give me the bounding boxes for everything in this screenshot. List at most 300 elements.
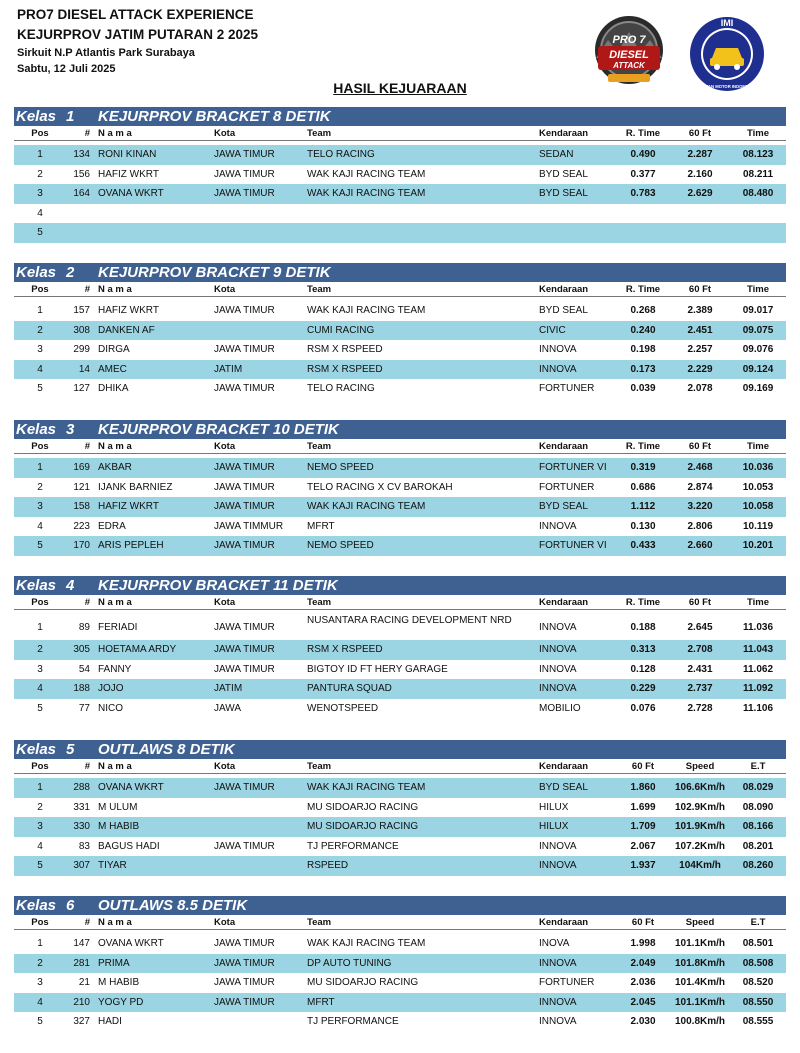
cell-team: RSM X RSPEED: [307, 344, 383, 355]
table-row: [14, 1012, 786, 1032]
cell-kota: JATIM: [214, 363, 243, 375]
cell-no: 170: [73, 540, 90, 551]
cell-team: TELO RACING: [307, 383, 375, 394]
table-row: [14, 679, 786, 699]
column-header: 60 Ft: [631, 761, 655, 772]
column-header: N a m a: [98, 917, 132, 928]
cell-no: 288: [73, 782, 90, 793]
table-row: [14, 798, 786, 818]
cell-c: 08.550: [742, 996, 774, 1008]
cell-c: 09.169: [742, 383, 774, 394]
cell-no: 21: [78, 977, 90, 988]
cell-veh: INNOVA: [539, 1016, 577, 1027]
column-header: R. Time: [625, 597, 661, 608]
cell-name: TIYAR: [98, 860, 127, 871]
cell-name: RONI KINAN: [98, 149, 157, 160]
cell-b: 101.1Km/h: [674, 996, 726, 1008]
table-row: [14, 640, 786, 660]
class-header-title: OUTLAWS 8 DETIK: [98, 741, 235, 758]
table-row: [14, 458, 786, 478]
cell-b: 101.1Km/h: [674, 938, 726, 949]
cell-kota: JAWA TIMUR: [214, 540, 275, 551]
cell-c: 08.480: [742, 188, 774, 199]
column-header: Pos: [31, 284, 49, 295]
cell-team: TELO RACING: [307, 149, 375, 160]
cell-pos: 3: [37, 821, 43, 832]
cell-no: 299: [73, 344, 90, 355]
cell-kota: JAWA TIMUR: [214, 305, 275, 316]
cell-pos: 5: [37, 860, 43, 871]
cell-no: 156: [73, 168, 90, 180]
cell-b: 104Km/h: [679, 860, 721, 871]
cell-name: M HABIB: [98, 977, 140, 988]
cell-a: 2.045: [630, 996, 656, 1008]
cell-pos: 4: [37, 363, 43, 375]
cell-pos: 1: [37, 305, 43, 316]
cell-pos: 2: [37, 168, 43, 180]
column-header: 60 Ft: [688, 597, 712, 608]
class-header-num: 6: [66, 897, 75, 914]
column-header: Time: [746, 284, 769, 295]
cell-c: 10.058: [742, 501, 774, 512]
cell-pos: 5: [37, 540, 43, 551]
cell-b: 2.287: [687, 149, 713, 160]
column-header: Speed: [685, 917, 715, 928]
cell-a: 0.130: [630, 520, 656, 532]
svg-text:ATTACK: ATTACK: [613, 61, 645, 70]
cell-no: 158: [73, 501, 90, 512]
cell-veh: MOBILIO: [539, 702, 581, 714]
cell-pos: 5: [37, 702, 43, 714]
cell-team: RSM X RSPEED: [307, 644, 383, 655]
column-header: Pos: [31, 597, 49, 608]
cell-name: OVANA WKRT: [98, 938, 164, 949]
cell-veh: INOVA: [539, 938, 570, 949]
cell-kota: JAWA: [214, 702, 242, 714]
cell-no: 210: [73, 996, 90, 1008]
cell-team: MU SIDOARJO RACING: [307, 821, 419, 832]
cell-pos: 3: [37, 188, 43, 199]
cell-name: M ULUM: [98, 801, 138, 813]
cell-b: 100.8Km/h: [674, 1016, 726, 1027]
column-header: Team: [307, 597, 332, 608]
cell-team: NUSANTARA RACING DEVELOPMENT NRD: [307, 615, 512, 626]
cell-no: 89: [78, 622, 90, 633]
class-header-num: 2: [66, 264, 75, 281]
cell-pos: 1: [37, 462, 43, 473]
column-header: Kota: [214, 441, 236, 452]
cell-b: 2.078: [687, 383, 713, 394]
cell-no: 331: [73, 801, 90, 813]
cell-a: 0.188: [630, 622, 656, 633]
cell-team: TELO RACING X CV BAROKAH: [307, 481, 453, 493]
column-header: Time: [746, 597, 769, 608]
column-header-row: [14, 282, 786, 297]
cell-a: 0.076: [630, 702, 656, 714]
cell-no: 330: [73, 821, 90, 832]
cell-pos: 2: [37, 801, 43, 813]
svg-text:IKATAN MOTOR INDONESIA: IKATAN MOTOR INDONESIA: [698, 84, 756, 89]
column-header: N a m a: [98, 128, 132, 139]
cell-c: 11.062: [742, 663, 774, 675]
cell-veh: BYD SEAL: [539, 305, 588, 316]
cell-veh: FORTUNER: [539, 977, 595, 988]
table-row: [14, 517, 786, 537]
cell-team: NEMO SPEED: [307, 540, 374, 551]
cell-veh: INNOVA: [539, 363, 577, 375]
cell-no: 327: [73, 1016, 90, 1027]
cell-no: 281: [73, 957, 90, 969]
class-header-title: KEJURPROV BRACKET 8 DETIK: [98, 108, 331, 125]
cell-a: 0.268: [630, 305, 656, 316]
event-title: PRO7 DIESEL ATTACK EXPERIENCE: [17, 7, 254, 22]
table-row: [14, 165, 786, 185]
column-header: Team: [307, 284, 332, 295]
cell-name: NICO: [98, 702, 123, 714]
svg-text:DIESEL: DIESEL: [609, 49, 649, 61]
cell-veh: INNOVA: [539, 683, 577, 694]
column-header: Time: [746, 441, 769, 452]
cell-name: AKBAR: [98, 462, 132, 473]
class-section: [14, 576, 786, 718]
cell-pos: 4: [37, 683, 43, 694]
cell-a: 0.433: [630, 540, 656, 551]
table-row: [14, 699, 786, 719]
column-header: Pos: [31, 917, 49, 928]
cell-a: 0.229: [630, 683, 656, 694]
cell-c: 08.201: [742, 840, 774, 852]
column-header-row: [14, 759, 786, 774]
cell-a: 1.699: [630, 801, 656, 813]
pro7-diesel-attack-logo: [588, 10, 670, 94]
class-header-title: OUTLAWS 8.5 DETIK: [98, 897, 248, 914]
cell-veh: INNOVA: [539, 957, 577, 969]
cell-veh: FORTUNER VI: [539, 540, 607, 551]
cell-c: 09.124: [742, 363, 774, 375]
cell-b: 2.645: [687, 622, 713, 633]
cell-a: 2.067: [630, 840, 656, 852]
cell-a: 1.709: [630, 821, 656, 832]
cell-b: 106.6Km/h: [674, 782, 726, 793]
table-row: [14, 993, 786, 1013]
cell-kota: JATIM: [214, 683, 243, 694]
cell-team: WAK KAJI RACING TEAM: [307, 782, 426, 793]
cell-a: 1.998: [630, 938, 656, 949]
table-row: [14, 954, 786, 974]
svg-text:PRO 7: PRO 7: [612, 34, 646, 46]
cell-c: 11.043: [742, 644, 774, 655]
cell-b: 101.9Km/h: [674, 821, 726, 832]
cell-pos: 3: [37, 501, 43, 512]
column-header: #: [84, 761, 90, 772]
cell-b: 107.2Km/h: [674, 840, 726, 852]
cell-b: 2.229: [687, 363, 713, 375]
cell-no: 77: [78, 702, 90, 714]
svg-text:IMI: IMI: [720, 18, 734, 28]
column-header: Pos: [31, 441, 49, 452]
cell-c: 08.029: [742, 782, 774, 793]
table-row: [14, 360, 786, 380]
cell-name: FERIADI: [98, 622, 138, 633]
cell-c: 08.501: [742, 938, 774, 949]
cell-veh: FORTUNER VI: [539, 462, 607, 473]
cell-b: 2.629: [687, 188, 713, 199]
event-date: Sabtu, 12 Juli 2025: [17, 63, 116, 75]
cell-pos: 4: [37, 840, 43, 852]
cell-pos: 5: [37, 1016, 43, 1027]
table-row: [14, 856, 786, 876]
cell-name: AMEC: [98, 363, 127, 375]
cell-kota: JAWA TIMUR: [214, 840, 275, 852]
column-header: 60 Ft: [688, 128, 712, 139]
cell-pos: 4: [37, 207, 43, 219]
cell-kota: JAWA TIMUR: [214, 622, 275, 633]
cell-veh: BYD SEAL: [539, 501, 588, 512]
table-row: [14, 184, 786, 204]
imi-logo: [688, 14, 766, 94]
table-row: [14, 614, 786, 640]
cell-veh: BYD SEAL: [539, 168, 588, 180]
table-row: [14, 837, 786, 857]
cell-name: HAFIZ WKRT: [98, 168, 159, 180]
table-row: [14, 478, 786, 498]
column-header-row: [14, 439, 786, 454]
class-header-num: 5: [66, 741, 75, 758]
class-section: [14, 107, 786, 243]
column-header: 60 Ft: [688, 441, 712, 452]
cell-c: 11.036: [742, 622, 774, 633]
column-header: Kendaraan: [539, 917, 589, 928]
cell-c: 10.201: [742, 540, 774, 551]
cell-pos: 1: [37, 782, 43, 793]
cell-b: 101.4Km/h: [674, 977, 726, 988]
cell-pos: 5: [37, 227, 43, 238]
cell-name: FANNY: [98, 663, 132, 675]
cell-veh: INNOVA: [539, 622, 577, 633]
table-row: [14, 778, 786, 798]
cell-no: 157: [73, 305, 90, 316]
class-header-label: Kelas: [16, 264, 57, 281]
cell-c: 08.508: [742, 957, 774, 969]
cell-name: HAFIZ WKRT: [98, 305, 159, 316]
column-header: E.T: [750, 917, 766, 928]
cell-veh: BYD SEAL: [539, 188, 588, 199]
column-header: Team: [307, 761, 332, 772]
cell-veh: INNOVA: [539, 996, 577, 1008]
cell-team: MFRT: [307, 996, 335, 1008]
cell-kota: JAWA TIMUR: [214, 383, 275, 394]
cell-name: HAFIZ WKRT: [98, 501, 159, 512]
cell-veh: CIVIC: [539, 324, 566, 336]
cell-b: 3.220: [687, 501, 713, 512]
cell-team: WAK KAJI RACING TEAM: [307, 938, 426, 949]
column-header: N a m a: [98, 761, 132, 772]
cell-veh: SEDAN: [539, 149, 574, 160]
table-row: [14, 536, 786, 556]
cell-name: DANKEN AF: [98, 324, 155, 336]
cell-veh: HILUX: [539, 801, 569, 813]
class-header: [14, 107, 786, 126]
class-section: [14, 420, 786, 556]
column-header: Kota: [214, 128, 236, 139]
cell-team: BIGTOY ID FT HERY GARAGE: [307, 663, 448, 675]
cell-name: PRIMA: [98, 957, 130, 969]
cell-c: 11.092: [742, 683, 774, 694]
column-header: Team: [307, 128, 332, 139]
cell-b: 2.431: [687, 663, 713, 675]
cell-a: 0.313: [630, 644, 656, 655]
table-row: [14, 660, 786, 680]
column-header-row: [14, 126, 786, 141]
column-header: Time: [746, 128, 769, 139]
cell-no: 305: [73, 644, 90, 655]
cell-no: 121: [73, 481, 90, 493]
cell-kota: JAWA TIMUR: [214, 501, 275, 512]
column-header: Kota: [214, 761, 236, 772]
column-header-row: [14, 595, 786, 610]
cell-c: 08.123: [742, 149, 774, 160]
cell-veh: INNOVA: [539, 644, 577, 655]
cell-a: 0.783: [630, 188, 656, 199]
cell-kota: JAWA TIMMUR: [214, 520, 284, 532]
column-header-row: [14, 915, 786, 930]
cell-c: 10.053: [742, 481, 774, 493]
championship-title: KEJURPROV JATIM PUTARAN 2 2025: [17, 27, 259, 42]
cell-veh: INNOVA: [539, 344, 577, 355]
cell-no: 147: [73, 938, 90, 949]
cell-team: WAK KAJI RACING TEAM: [307, 168, 426, 180]
cell-kota: JAWA TIMUR: [214, 938, 275, 949]
cell-kota: JAWA TIMUR: [214, 481, 275, 493]
class-section: [14, 263, 786, 399]
column-header: #: [84, 917, 90, 928]
cell-team: TJ PERFORMANCE: [307, 840, 399, 852]
cell-a: 2.030: [630, 1016, 656, 1027]
cell-c: 08.520: [742, 977, 774, 988]
cell-name: OVANA WKRT: [98, 188, 164, 199]
cell-no: 54: [78, 663, 90, 675]
cell-name: HADI: [98, 1016, 122, 1027]
cell-pos: 2: [37, 644, 43, 655]
cell-team: WAK KAJI RACING TEAM: [307, 305, 426, 316]
cell-veh: INNOVA: [539, 520, 577, 532]
cell-team: MU SIDOARJO RACING: [307, 977, 419, 988]
column-header: #: [84, 128, 90, 139]
cell-no: 307: [73, 860, 90, 871]
cell-a: 0.686: [630, 481, 656, 493]
cell-no: 164: [73, 188, 90, 199]
class-header: [14, 576, 786, 595]
cell-pos: 4: [37, 520, 43, 532]
column-header: Kendaraan: [539, 128, 589, 139]
cell-a: 0.490: [630, 149, 656, 160]
column-header: 60 Ft: [688, 284, 712, 295]
class-header-label: Kelas: [16, 108, 57, 125]
cell-no: 223: [73, 520, 90, 532]
cell-b: 2.389: [687, 305, 713, 316]
cell-name: M HABIB: [98, 821, 140, 832]
cell-kota: JAWA TIMUR: [214, 149, 275, 160]
class-header-num: 4: [66, 577, 75, 594]
column-header: N a m a: [98, 597, 132, 608]
cell-a: 1.937: [630, 860, 656, 871]
cell-b: 101.8Km/h: [674, 957, 726, 969]
cell-no: 127: [73, 383, 90, 394]
cell-no: 83: [78, 840, 90, 852]
column-header: Kota: [214, 597, 236, 608]
cell-veh: FORTUNER: [539, 481, 595, 493]
cell-a: 1.860: [630, 782, 656, 793]
cell-b: 2.160: [687, 168, 713, 180]
cell-c: 10.119: [742, 520, 774, 532]
cell-pos: 2: [37, 481, 43, 493]
cell-team: WAK KAJI RACING TEAM: [307, 188, 426, 199]
table-row: [14, 145, 786, 165]
cell-name: DIRGA: [98, 344, 130, 355]
cell-c: 09.076: [742, 344, 774, 355]
class-header-num: 1: [66, 108, 75, 125]
table-row: [14, 204, 786, 224]
cell-kota: JAWA TIMUR: [214, 168, 275, 180]
class-header-title: KEJURPROV BRACKET 9 DETIK: [98, 264, 331, 281]
cell-b: 2.728: [687, 702, 713, 714]
cell-c: 08.090: [742, 801, 774, 813]
cell-b: 2.874: [687, 481, 713, 493]
cell-kota: JAWA TIMUR: [214, 462, 275, 473]
cell-team: NEMO SPEED: [307, 462, 374, 473]
class-header: [14, 896, 786, 915]
cell-name: IJANK BARNIEZ: [98, 481, 173, 493]
cell-pos: 1: [37, 149, 43, 160]
column-header: Kendaraan: [539, 284, 589, 295]
cell-pos: 1: [37, 938, 43, 949]
column-header: R. Time: [625, 128, 661, 139]
class-header: [14, 740, 786, 759]
column-header: R. Time: [625, 441, 661, 452]
cell-b: 2.737: [687, 683, 713, 694]
cell-c: 08.211: [742, 168, 774, 180]
cell-team: WENOTSPEED: [307, 702, 379, 714]
class-header-label: Kelas: [16, 897, 57, 914]
cell-b: 2.660: [687, 540, 713, 551]
cell-a: 0.173: [630, 363, 656, 375]
cell-team: RSM X RSPEED: [307, 363, 383, 375]
cell-a: 0.240: [630, 324, 656, 336]
cell-kota: JAWA TIMUR: [214, 188, 275, 199]
table-row: [14, 497, 786, 517]
cell-kota: JAWA TIMUR: [214, 977, 275, 988]
cell-a: 0.319: [630, 462, 656, 473]
cell-team: CUMI RACING: [307, 324, 375, 336]
cell-c: 09.017: [742, 305, 774, 316]
cell-pos: 3: [37, 663, 43, 675]
table-row: [14, 379, 786, 399]
table-row: [14, 973, 786, 993]
cell-team: PANTURA SQUAD: [307, 683, 392, 694]
table-row: [14, 301, 786, 321]
column-header: #: [84, 441, 90, 452]
cell-name: EDRA: [98, 520, 126, 532]
column-header: N a m a: [98, 284, 132, 295]
cell-kota: JAWA TIMUR: [214, 644, 275, 655]
table-row: [14, 934, 786, 954]
class-header-title: KEJURPROV BRACKET 11 DETIK: [98, 577, 338, 594]
cell-team: MFRT: [307, 520, 335, 532]
cell-kota: JAWA TIMUR: [214, 996, 275, 1008]
cell-b: 2.708: [687, 644, 713, 655]
column-header: Pos: [31, 761, 49, 772]
cell-c: 09.075: [742, 324, 774, 336]
